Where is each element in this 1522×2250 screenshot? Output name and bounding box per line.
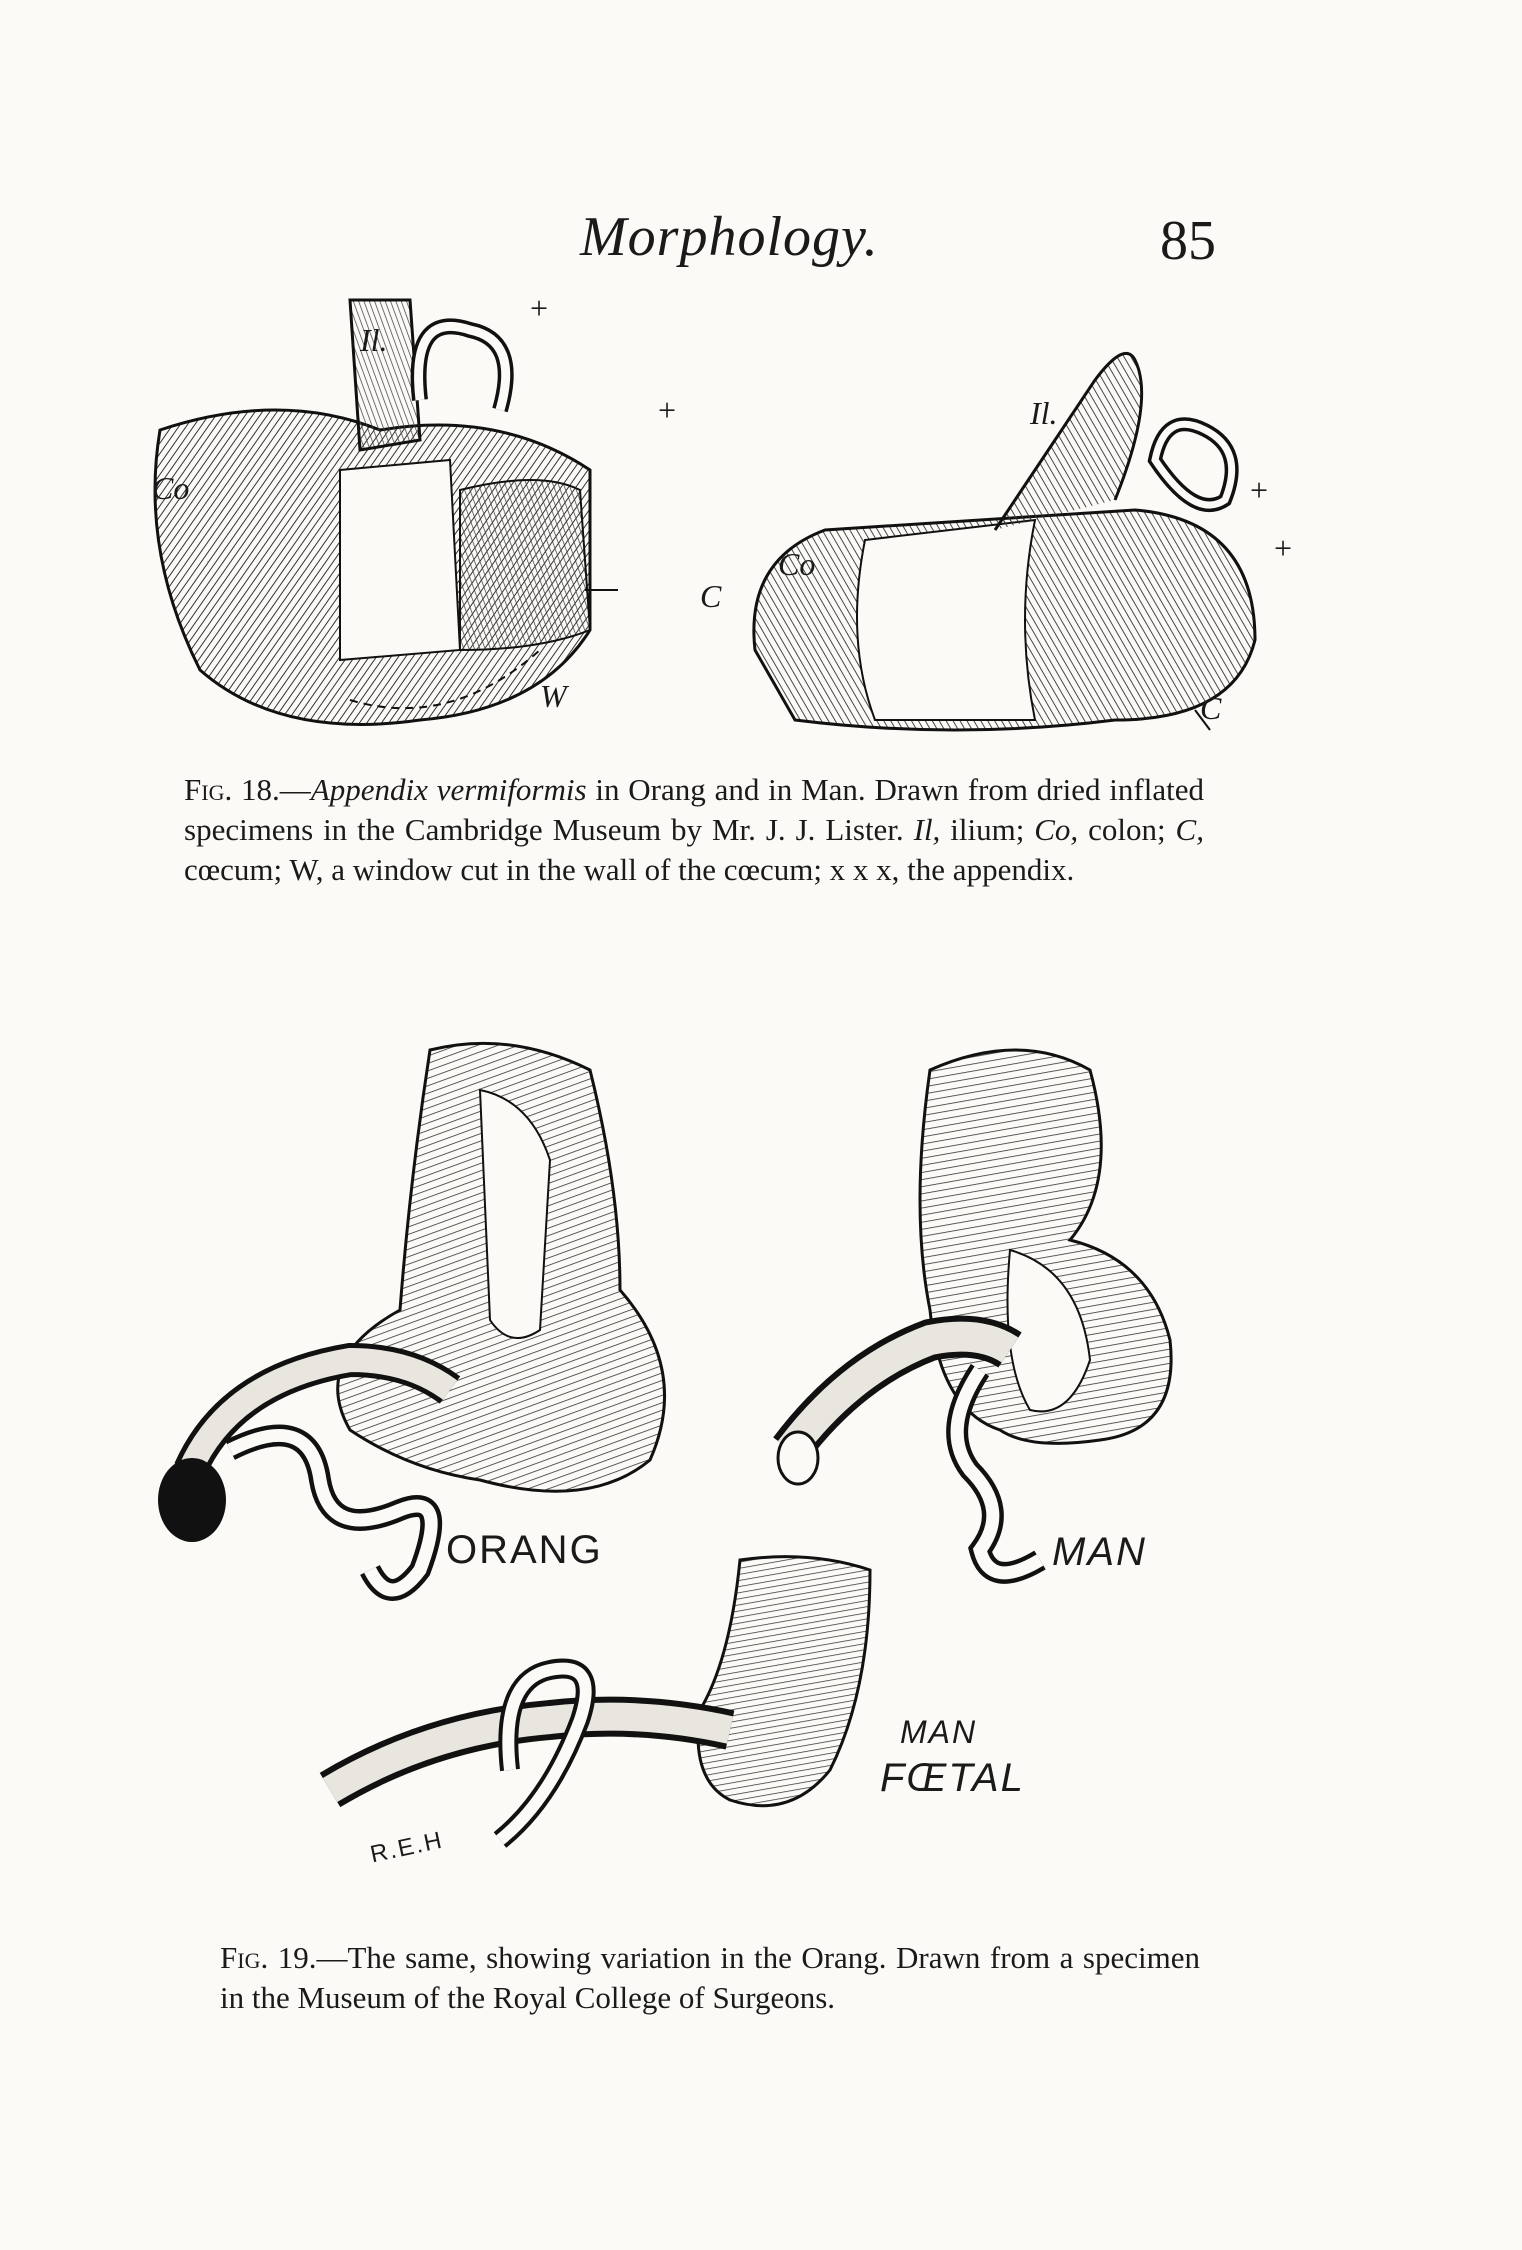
fig18-left-label-plus-right: + [658,392,677,428]
running-head-title: Morphology. [580,206,879,268]
fig18-caption-label: Fig. 18. [184,772,280,807]
fig19-artist-monogram: R.E.H [367,1826,446,1869]
fig19-orang-illustration [150,1030,740,1610]
fig18-right-label-colon: Co [778,546,816,582]
fig19-label-man-foetal-1: MAN [900,1714,978,1750]
fig18-caption-title: Appendix vermiformis [310,772,587,807]
page-number: 85 [1160,210,1216,272]
fig19-label-man-foetal-2: FŒTAL [880,1756,1025,1800]
fig19-caption-label: Fig. 19. [220,1940,317,1975]
fig18-left-label-caecum: C [700,578,722,614]
fig19-caption [220,1938,1200,2018]
fig18-right-label-plus-a: + [1250,472,1269,508]
fig18-man-illustration [735,320,1295,750]
fig18-left-label-colon: Co [152,470,190,506]
fig18-caption: Fig. 18.—Appendix vermiformis in Orang and in Man. Drawn from dried inflated specimens in the Cambridge Museum by Mr. J. J. Lister. Il, ilium; Co, colon; C, cœcum; W, a window cut in the wall of the cœcum; x x x, the appendix. [184,772,1204,887]
fig18-right-label-caecum: C [1200,690,1222,726]
running-head [0,205,1522,285]
fig18-left-label-plus-top: + [530,290,549,326]
fig18-left-label-ileum: Il. [360,322,388,358]
fig19-label-man: MAN [1052,1530,1147,1574]
fig18-right-label-ileum: Il. [1030,395,1058,431]
fig19-man-foetal-illustration [310,1540,890,1870]
fig18-right-label-plus-b: + [1274,530,1293,566]
fig19-man-illustration [760,1030,1230,1590]
fig18-orang-illustration [120,290,740,750]
fig18-left-label-window: W [540,678,567,714]
fig19-caption-text: —The same, showing variation in the Orang. Drawn from a specimen in the Museum of the Royal College of Surgeons. [220,1940,1200,2015]
fig19-label-orang: ORANG [446,1528,603,1572]
